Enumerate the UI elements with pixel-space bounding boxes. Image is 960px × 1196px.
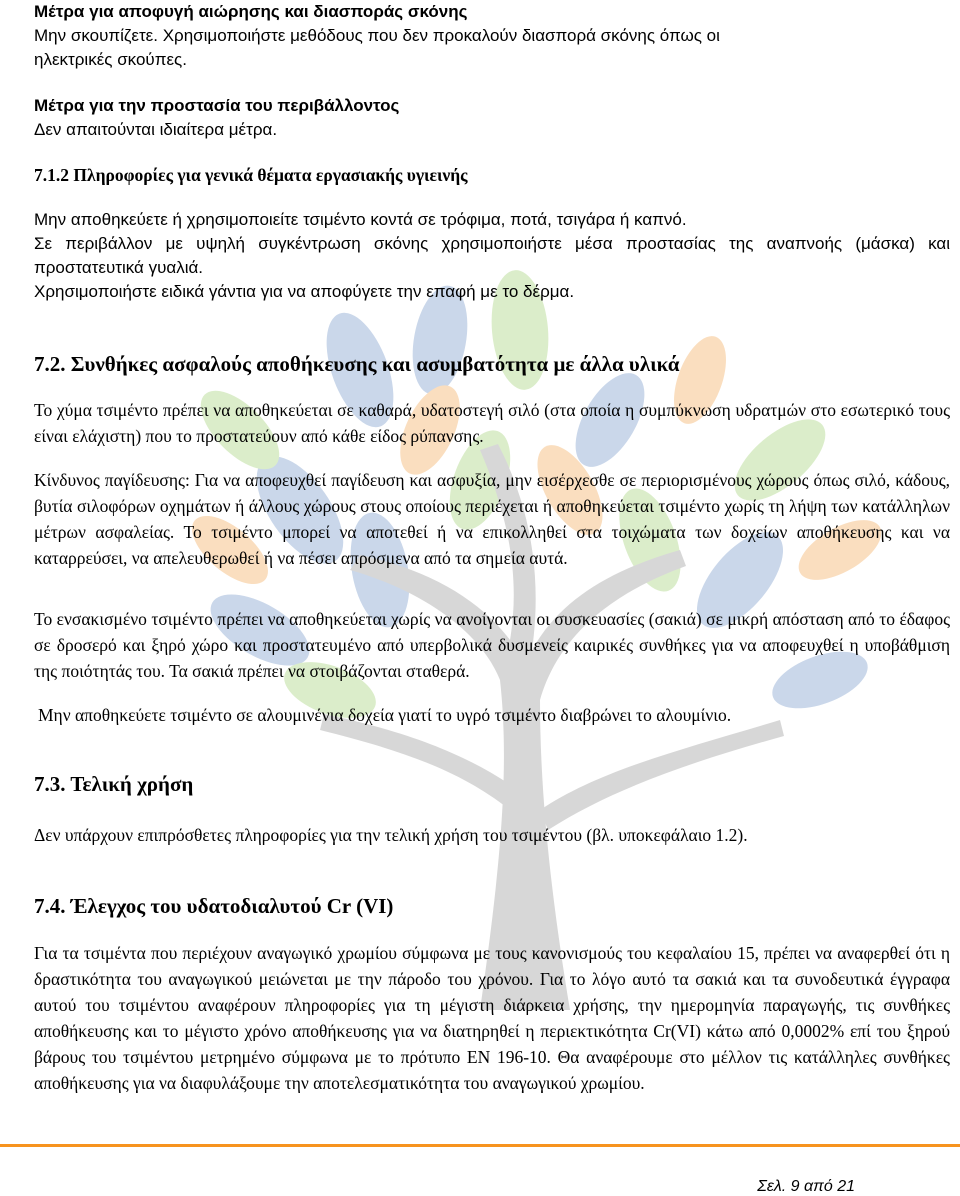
section-7-1-2-heading: 7.1.2 Πληροφορίες για γενικά θέματα εργασιακής υγιεινής <box>34 165 468 185</box>
section-7-2-paragraph-4: Μην αποθηκεύετε τσιμέντο σε αλουμινένια δοχεία γιατί το υγρό τσιμέντο διαβρώνει το αλουμίνιο. <box>38 705 732 725</box>
footer-divider <box>0 1144 960 1147</box>
dust-measures-text-1: Μην σκουπίζετε. Χρησιμοποιήστε μεθόδους που δεν προκαλούν διασπορά σκόνης όπως οι <box>34 26 720 45</box>
section-7-2-paragraph-3: Το ενσακισμένο τσιμέντο πρέπει να αποθηκεύεται χωρίς να ανοίγονται οι συσκευασίες (σακιά) σε μικρή απόσταση από το έδαφος σε δροσερό και ξηρό χώρο και προστατευμένο από υπερβολικά δυσμενείς καιρικές συνθήκες για να αποφευχθεί η υποβάθμιση της ποιότητάς του. Τα σακιά πρέπει να στοιβάζονται σταθερά. <box>34 609 950 681</box>
environment-measures-text: Δεν απαιτούνται ιδιαίτερα μέτρα. <box>34 120 278 139</box>
page-number: Σελ. 9 από 21 <box>757 1178 855 1195</box>
section-7-2-paragraph-2: Κίνδυνος παγίδευσης: Για να αποφευχθεί παγίδευση και ασφυξία, μην εισέρχεσθε σε περιορισμένους χώρους όπως σιλό, κάδους, βυτία σιλοφόρων οχημάτων ή άλλους χώρους στους οποίους περιέχεται ή αποθηκεύεται τσιμέντο χωρίς τη λήψη των κατάλληλων μέτρων ασφαλείας. Το τσιμέντο μπορεί να αποτεθεί ή να επικολληθεί στα τοιχώματα των δοχείων αποθήκευσης και να καταρρεύσει, να απελευθερωθεί ή να πέσει απρόσμενα από τα σημεία αυτά. <box>34 470 950 568</box>
section-7-4-paragraph: Για τα τσιμέντα που περιέχουν αναγωγικό χρωμίου σύμφωνα με τους κανονισμούς του κεφαλαίου 15, πρέπει να αναφερθεί ότι η δραστικότητα του αναγωγικού μειώνεται με την πάροδο του χρόνου. Για το λόγο αυτό τα σακιά και τα συνοδευτικά έγγραφα αυτού του τσιμέντου αναφέρουν πληροφορίες για τη μέγιστη διάρκεια χρήσης, την ημερομηνία παραγωγής, τις συνθήκες αποθήκευσης και το μέγιστο χρόνο αποθήκευσης για να διατηρηθεί η περιεκτικότητα Cr(VI) κάτω από 0,0002% επί του ξηρού βάρους του τσιμέντου μετρημένο σύμφωνα με το πρότυπο ΕΝ 196-10. Θα αναφέρουμε στο μέλλον τις κατάλληλες συνθήκες αποθήκευσης για να διαφυλάξουμε την αποτελεσματικότητα του αναγωγικού χρωμίου. <box>34 943 950 1093</box>
environment-measures-title: Μέτρα για την προστασία του περιβάλλοντος <box>34 96 400 115</box>
section-7-1-2-paragraph-3: Χρησιμοποιήστε ειδικά γάντια για να αποφύγετε την επαφή με το δέρμα. <box>34 282 575 301</box>
section-7-2-paragraph-1: Το χύμα τσιμέντο πρέπει να αποθηκεύεται σε καθαρά, υδατοστεγή σιλό (στα οποία η συμπύκνωση υδρατμών στο εσωτερικό τους είναι ελάχιστη) που το προστατεύουν από κάθε είδος ρύπανσης. <box>34 400 950 446</box>
dust-measures-title: Μέτρα για αποφυγή αιώρησης και διασποράς σκόνης <box>34 2 468 21</box>
section-7-4-heading: 7.4. Έλεγχος του υδατοδιαλυτού Cr (VI) <box>34 894 394 918</box>
section-7-1-2-paragraph-2: Σε περιβάλλον με υψηλή συγκέντρωση σκόνης χρησιμοποιήστε μέσα προστασίας της αναπνοής (μάσκα) και προστατευτικά γυαλιά. <box>34 234 950 277</box>
dust-measures-text-2: ηλεκτρικές σκούπες. <box>34 50 187 69</box>
section-7-3-paragraph: Δεν υπάρχουν επιπρόσθετες πληροφορίες για την τελική χρήση του τσιμέντου (βλ. υποκεφάλαιο 1.2). <box>34 825 748 845</box>
section-7-2-heading: 7.2. Συνθήκες ασφαλούς αποθήκευσης και ασυμβατότητα με άλλα υλικά <box>34 352 680 376</box>
section-7-1-2-paragraph-1: Μην αποθηκεύετε ή χρησιμοποιείτε τσιμέντο κοντά σε τρόφιμα, ποτά, τσιγάρα ή καπνό. <box>34 210 687 229</box>
section-7-3-heading: 7.3. Τελική χρήση <box>34 772 194 796</box>
